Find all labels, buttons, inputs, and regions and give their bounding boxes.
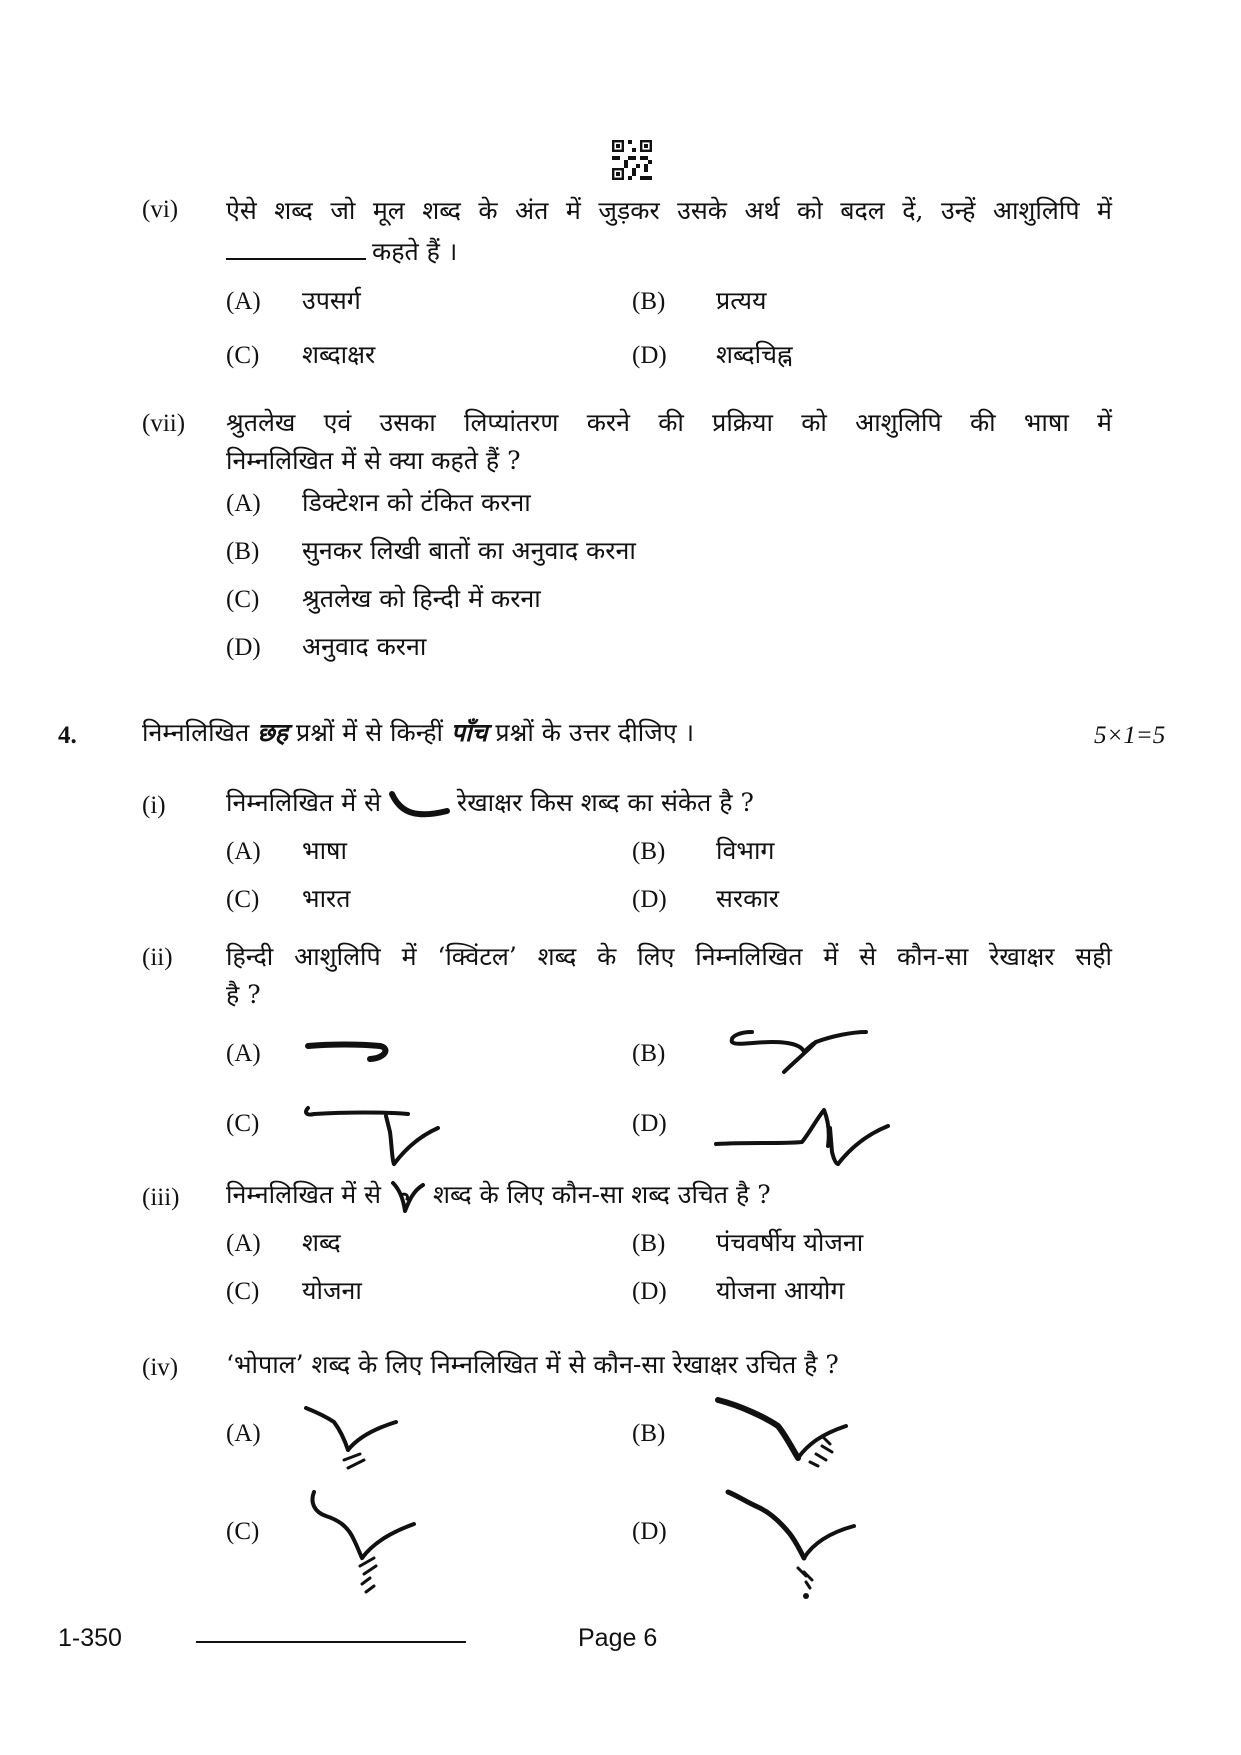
section-instruction: निम्नलिखित छह प्रश्नों में से किन्हीं पाँच प्रश्नों के उत्तर दीजिए । xyxy=(142,718,695,747)
shorthand-option-d-icon xyxy=(720,1484,870,1604)
option-text: भाषा xyxy=(302,836,347,865)
question-text: श्रुतलेख एवं उसका लिप्यांतरण करने की प्रक्रिया को आशुलिपि की भाषा में xyxy=(226,408,1112,437)
section-marks: 5×1=5 xyxy=(1094,722,1166,749)
option-label: (D) xyxy=(632,1518,667,1545)
option-label: (A) xyxy=(226,490,261,517)
shorthand-option-b-icon xyxy=(712,1020,882,1080)
footer-rule xyxy=(196,1641,466,1643)
question-text: निम्नलिखित में से शब्द के लिए कौन-सा शब्द उचित है ? xyxy=(226,1176,771,1217)
option-text: योजना आयोग xyxy=(716,1276,845,1305)
paper-code: 1-350 xyxy=(58,1624,122,1652)
option-label: (B) xyxy=(226,538,260,565)
option-label: (A) xyxy=(226,1230,261,1257)
question-text: कहते हैं । xyxy=(226,232,457,271)
shorthand-option-c-icon xyxy=(296,1092,456,1172)
question-number: (vi) xyxy=(142,196,179,223)
option-label: (D) xyxy=(632,1110,667,1137)
option-label: (C) xyxy=(226,586,260,613)
option-label: (B) xyxy=(632,1420,666,1447)
option-label: (B) xyxy=(632,838,666,865)
option-text: उपसर्ग xyxy=(302,286,361,315)
option-label: (C) xyxy=(226,1518,260,1545)
option-label: (D) xyxy=(632,1278,667,1305)
question-text: निम्नलिखित में से रेखाक्षर किस शब्द का संकेत है ? xyxy=(226,784,754,822)
option-label: (C) xyxy=(226,886,260,913)
option-label: (B) xyxy=(632,288,666,315)
option-text: प्रत्यय xyxy=(716,286,767,315)
option-text: अनुवाद करना xyxy=(302,632,427,661)
option-text: भारत xyxy=(302,884,351,913)
option-label: (A) xyxy=(226,838,261,865)
option-text: शब्द xyxy=(302,1228,341,1257)
option-text: डिक्टेशन को टंकित करना xyxy=(302,488,531,517)
question-number: (i) xyxy=(142,792,166,819)
option-label: (C) xyxy=(226,1110,260,1137)
option-text: योजना xyxy=(302,1276,362,1305)
question-number: (iv) xyxy=(142,1354,179,1381)
option-label: (A) xyxy=(226,1420,261,1447)
question-text: है ? xyxy=(226,980,261,1009)
question-number: (ii) xyxy=(142,944,173,971)
option-label: (C) xyxy=(226,342,260,369)
shorthand-option-a-icon xyxy=(300,1032,400,1072)
option-label: (A) xyxy=(226,1040,261,1067)
option-label: (B) xyxy=(632,1040,666,1067)
option-label: (B) xyxy=(632,1230,666,1257)
shorthand-option-b-icon xyxy=(712,1392,862,1492)
question-number: (iii) xyxy=(142,1184,180,1211)
question-text: ‘भोपाल’ शब्द के लिए निम्नलिखित में से कौन-सा रेखाक्षर उचित है ? xyxy=(226,1350,839,1379)
question-text: ऐसे शब्द जो मूल शब्द के अंत में जुड़कर उसके अर्थ को बदल दें, उन्हें आशुलिपि में xyxy=(226,196,1112,225)
option-text: श्रुतलेख को हिन्दी में करना xyxy=(302,584,541,613)
option-text: सुनकर लिखी बातों का अनुवाद करना xyxy=(302,536,636,565)
option-label: (D) xyxy=(632,886,667,913)
shorthand-outline-icon xyxy=(387,1177,427,1217)
question-text: हिन्दी आशुलिपि में ‘क्विंटल’ शब्द के लिए निम्नलिखित में से कौन-सा रेखाक्षर सही xyxy=(226,942,1112,971)
page-number: Page 6 xyxy=(578,1624,658,1652)
option-label: (A) xyxy=(226,288,261,315)
question-number: (vii) xyxy=(142,410,186,437)
option-label: (C) xyxy=(226,1278,260,1305)
option-text: शब्दाक्षर xyxy=(302,340,376,369)
option-label: (D) xyxy=(226,634,261,661)
option-text: विभाग xyxy=(716,836,775,865)
shorthand-option-a-icon xyxy=(300,1400,410,1490)
option-text: सरकार xyxy=(716,884,780,913)
option-label: (D) xyxy=(632,342,667,369)
shorthand-option-c-icon xyxy=(300,1484,430,1604)
shorthand-option-d-icon xyxy=(712,1092,902,1172)
shorthand-outline-icon xyxy=(387,789,451,821)
qr-code xyxy=(612,140,652,180)
fill-blank xyxy=(226,232,366,260)
question-text: निम्नलिखित में से क्या कहते हैं ? xyxy=(226,446,521,475)
section-number: 4. xyxy=(58,722,77,749)
option-text: पंचवर्षीय योजना xyxy=(716,1228,864,1257)
option-text: शब्दचिह्न xyxy=(716,340,793,369)
